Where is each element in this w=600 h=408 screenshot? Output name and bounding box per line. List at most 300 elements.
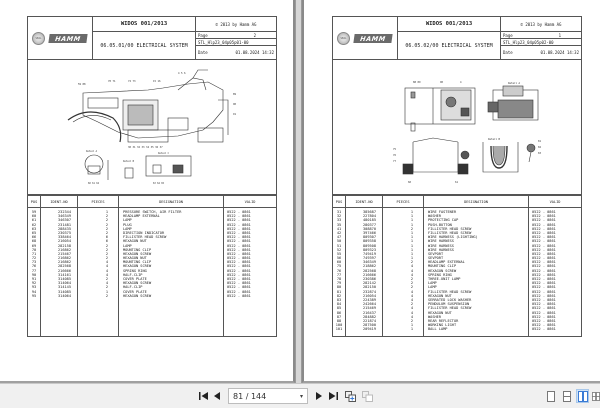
table-cell: 314085 [58,277,71,281]
table-cell: 2 [105,251,108,256]
two-page-continuous-icon [592,391,600,402]
table-cell: LAMP [123,243,132,248]
table-cell: 88 [336,318,342,323]
table-cell: 480185 [363,218,376,223]
section-title: 06.05.02/00 ELECTRICAL SYSTEM [405,42,493,49]
parts-table [27,195,277,337]
table-cell: 75 [336,264,342,269]
table-cell: 284882 [363,314,376,319]
table-cell: 287500 [363,323,376,328]
table-cell: 314064 [58,281,71,286]
sheet-title: WIDOS 001/2013 [93,17,195,32]
dropdown-arrow-icon[interactable]: ▾ [299,392,303,400]
table-body [28,208,276,336]
table-cell: FILLISTER HEAD SCREW [428,289,472,294]
table-cell: 282142 [363,281,376,286]
table-cell: SERRATED LOCK WASHER [428,297,472,302]
table-cell: 242664 [363,302,376,307]
table-cell: 95 [31,293,37,298]
remove-page-button[interactable] [360,389,374,403]
col-pieces: PIECES [383,196,424,207]
svg-text:60: 60 [408,181,412,184]
table-cell: 0522 - 0861 [227,222,251,227]
table-cell: 56 [336,256,342,261]
table-cell: 1 [410,256,413,261]
table-cell: 2 [105,256,108,261]
table-cell: FILLISTER HEAD SCREW [428,230,472,235]
table-cell: HEXAGON SCREW [123,281,152,286]
table-cell: 0522 - 0861 [532,222,556,227]
col-pos: POS [333,196,346,207]
table-cell: 0522 - 0861 [532,281,556,286]
table-cell: 314145 [58,285,71,290]
date-value: 01.08.2024 14:32 [540,50,579,55]
table-cell: 101 [335,327,343,332]
table-cell: 0522 - 0861 [532,210,556,214]
table-cell: 215469 [363,306,376,311]
page-label: Page [503,32,513,38]
table-cell: 91 [31,277,37,281]
svg-text:60 61 62: 60 61 62 [88,182,100,185]
table-cell: PUSH-BUTTON [428,222,452,227]
table-cell: 72 [31,256,37,261]
table-cell: 209419 [363,327,376,332]
ident-column [41,208,78,336]
table-cell: HALF-CLIP [123,272,143,277]
table-cell: 61 [31,218,37,223]
single-page-icon [547,391,555,402]
table-cell: 809358 [363,239,376,244]
table-cell: 224389 [363,297,376,302]
table-cell: 2 [105,218,108,223]
table-cell: 0522 - 0861 [227,281,251,286]
table-cell: 4 [105,272,108,277]
svg-text:Detail B: Detail B [123,160,135,163]
table-cell: HEXAGON SCREW [123,264,152,269]
table-cell: 0522 - 0861 [227,235,251,240]
table-cell: COVER PLATE [123,289,147,294]
doc-id: STL_Hlp23_04p05p01-00 [196,39,276,46]
first-page-button[interactable] [196,388,210,404]
table-cell: 2 [410,260,413,265]
table-cell: FILLISTER HEAD SCREW [428,306,472,311]
table-cell: SEVPORT [428,256,444,261]
table-cell: 1 [410,230,413,235]
table-cell: 282158 [58,243,71,248]
first-page-icon [199,392,208,400]
svg-text:76: 76 [393,154,397,157]
table-cell: 2 [410,226,413,231]
table-cell: 4 [410,297,413,302]
last-page-icon [329,392,338,400]
exploded-view-drawing [332,60,582,195]
col-designation: DESIGNATION [424,196,529,207]
table-cell: 55 [336,251,342,256]
table-cell: 0522 - 0861 [227,289,251,294]
table-cell: 216666 [58,268,71,273]
table-cell: 1 [410,222,413,227]
table-cell: 346307 [58,218,71,223]
table-cell: 0522 - 0861 [532,272,556,277]
table-cell: THREE-UNIT LAMP [428,277,461,281]
table-cell: 2 [410,302,413,307]
two-page-continuous-view-button[interactable] [592,389,600,403]
table-header [333,196,581,208]
table-cell: 216666 [363,272,376,277]
pos-column [28,208,41,336]
last-page-button[interactable] [326,388,340,404]
table-cell: 35 [336,222,342,227]
table-cell: 0522 - 0861 [227,272,251,277]
table-cell: 0522 - 0861 [532,218,556,223]
table-cell: 1 [410,235,413,240]
svg-text:15 16: 15 16 [153,80,161,83]
table-cell: PENDULUM SUSPENSION [428,302,470,307]
table-cell: 1 [105,289,108,294]
table-cell: 1 [410,327,413,332]
table-cell: 65 [31,230,37,235]
table-cell: 1 [410,218,413,223]
table-cell: 100 [335,323,343,328]
svg-text:75: 75 [393,148,397,151]
svg-text:89: 89 [233,93,237,96]
table-cell: 216054 [58,239,71,244]
table-cell: 0522 - 0861 [532,277,556,281]
table-cell: FILLISTER HEAD SCREW [428,226,472,231]
table-cell: 70 [31,247,37,252]
svg-text:72 73: 72 73 [128,80,136,83]
date-label: Date [198,50,208,55]
table-cell: 60 [31,214,37,219]
table-cell: 2 [105,226,108,231]
table-cell: 1 [410,210,413,214]
table-cell: 0522 - 0861 [227,268,251,273]
next-page-button[interactable] [312,388,326,404]
table-cell: 0522 - 0861 [532,306,556,311]
table-cell: 2 [105,277,108,281]
svg-text:90: 90 [233,103,237,106]
exploded-view-drawing [27,60,277,195]
insert-page-button[interactable] [343,389,357,403]
table-cell: 59 [31,210,37,214]
table-cell: 32 [336,214,342,219]
table-cell: 69 [31,243,37,248]
valid-column [224,208,276,336]
table-cell: 0522 - 0861 [227,277,251,281]
table-cell: 809307 [363,235,376,240]
page-remove-icon [362,391,373,402]
table-cell: 0522 - 0861 [227,285,251,290]
table-cell: 0522 - 0861 [227,264,251,269]
table-cell: LAMP [428,285,437,290]
table-cell: 62 [31,222,37,227]
table-cell: 338464 [58,235,71,240]
table-cell: 84 [336,302,342,307]
table-cell: 77 [336,272,342,277]
table-cell: 93 [31,285,37,290]
table-cell: 2 [105,247,108,252]
table-cell: HEXAGON SCREW [123,251,152,256]
continuous-page-icon [563,391,571,402]
table-cell: 308870 [363,226,376,231]
table-cell: 73 [31,260,37,265]
page-selector[interactable] [228,388,308,404]
table-cell: 4 [105,281,108,286]
svg-text:91: 91 [233,113,237,116]
table-cell: MOUNTING CLIP [123,260,152,265]
table-cell: 4 [105,264,108,269]
table-cell: 282568 [363,268,376,273]
table-cell: 230386 [363,277,376,281]
table-cell: HEXAGON NUT [428,293,452,298]
table-cell: 4 [410,314,413,319]
table-cell: LAMP [123,226,132,231]
pieces-column [383,208,424,336]
table-cell: LAMP [428,281,437,286]
table-cell: 230375 [58,230,71,235]
table-cell: WORKING LIGHT [428,323,457,328]
table-cell: 282150 [363,285,376,290]
table-cell: 2 [105,293,108,298]
table-header [28,196,276,208]
copyright: © 2013 by Hamm AG [501,17,581,32]
table-cell: PRESSURE SWITCH, AIR FILTER [123,210,182,214]
table-cell: 0522 - 0861 [532,256,556,261]
table-cell: 2 [410,281,413,286]
table-cell: 2 [105,222,108,227]
table-cell: 92 [31,281,37,286]
page-number: 2 [253,32,256,38]
two-page-view-button[interactable] [576,389,589,403]
table-cell: WIRE HARNESS [428,247,454,252]
table-cell: 227804 [363,214,376,219]
table-cell: WIRE FASTENER [428,210,457,214]
previous-page-button[interactable] [210,388,224,404]
table-cell: 0522 - 0861 [532,293,556,298]
continuous-view-button[interactable] [560,389,573,403]
table-cell: 0522 - 0861 [532,251,556,256]
page-number: 1 [558,32,561,38]
table-cell: SPRING RING [123,268,147,273]
next-page-icon [316,392,322,400]
svg-text:81: 81 [538,140,542,143]
table-cell: MOUNTING CLIP [428,264,457,269]
table-cell: 0522 - 0861 [532,264,556,269]
table-cell: HEXAGON SCREW [428,268,457,273]
table-cell: 0522 - 0861 [532,327,556,332]
parts-sheet [332,16,582,337]
table-cell: 83 [336,297,342,302]
table-cell: 4 [410,310,413,315]
table-cell: 231481 [58,222,71,227]
table-cell: 63 [31,226,37,231]
svg-text:30 31 32 33 34 35 36 37: 30 31 32 33 34 35 36 37 [128,146,163,149]
table-cell: 31 [336,210,342,214]
col-pieces: PIECES [78,196,119,207]
logo-cell [333,17,398,59]
table-cell: HEXAGON NUT [428,310,452,315]
page-right [302,0,600,383]
table-cell: 81 [336,289,342,294]
table-cell: 90 [31,272,37,277]
table-cell: 0522 - 0861 [227,230,251,235]
table-cell: 216437 [363,310,376,315]
table-cell: 82 [336,293,342,298]
table-cell: 77 [31,268,37,273]
table-cell: 218862 [363,264,376,269]
svg-text:88 89: 88 89 [413,81,421,84]
table-cell: 79 [336,281,342,286]
table-cell: 0522 - 0861 [532,318,556,323]
table-cell: 0522 - 0861 [532,235,556,240]
table-cell: WASHER [428,214,441,219]
table-cell: 4 [105,268,108,273]
table-cell: 4 [410,268,413,273]
table-cell: 314161 [58,272,71,277]
table-cell: MOUNTING CLIP [123,247,152,252]
table-cell: 4 [410,272,413,277]
table-cell: 216862 [58,260,71,265]
page-navigation [196,388,374,404]
table-cell: 0522 - 0861 [227,239,251,244]
table-cell: 42 [336,230,342,235]
svg-text:90: 90 [440,81,444,84]
table-cell: FILLISTER HEAD SCREW [123,235,167,240]
table-cell: 0522 - 0861 [532,226,556,231]
table-cell: 4 [410,289,413,294]
table-cell: 216054 [363,293,376,298]
table-cell: 346349 [58,214,71,219]
table-cell: 314085 [58,289,71,294]
table-cell: HEADLAMP EXTERNAL [428,260,465,265]
table-cell: 232874 [363,289,376,294]
table-cell: 221874 [363,318,376,323]
table-cell: 4 [410,264,413,269]
table-cell: 0522 - 0861 [227,214,251,219]
table-cell: 749419 [363,251,376,256]
table-cell: 76 [336,268,342,273]
logo-cell [28,17,93,59]
section-title: 06.05.01/00 ELECTRICAL SYSTEM [100,42,188,49]
col-designation: DESIGNATION [119,196,224,207]
table-cell: 78 [336,277,342,281]
hamm-logo: HAMM [353,34,392,43]
table-cell: 50 [336,239,342,244]
col-pos: POS [28,196,41,207]
table-cell: 2 [410,318,413,323]
table-cell: 0522 - 0861 [227,247,251,252]
table-cell: 0522 - 0861 [532,214,556,219]
col-valid: VALID [549,199,561,204]
table-cell: 6 [105,239,108,244]
table-cell: 0522 - 0861 [532,239,556,244]
table-cell: 0522 - 0861 [227,251,251,256]
table-cell: 76 [31,264,37,269]
table-cell: 2 [410,285,413,290]
table-cell: 1 [410,239,413,244]
svg-text:70 71: 70 71 [108,80,116,83]
table-cell: 41 [336,226,342,231]
table-cell: SEVPORT [428,251,444,256]
table-cell: 80 [336,285,342,290]
table-cell: 809323 [363,247,376,252]
table-cell: 0522 - 0861 [227,210,251,214]
table-cell: 282568 [58,264,71,269]
table-cell: 2 [105,214,108,219]
table-cell: 1 [410,247,413,252]
table-cell: 33 [336,218,342,223]
page-label: Page [198,32,208,38]
col-ident: IDENT-NO [41,196,78,207]
table-cell: 0522 - 0861 [532,310,556,315]
table-cell: 2 [410,277,413,281]
table-cell: REAR REFLECTOR [428,318,459,323]
table-cell: BALL LAMP [428,327,448,332]
table-cell: 1 [410,251,413,256]
table-cell: 215467 [58,251,71,256]
date-value: 01.08.2024 14:32 [235,50,274,55]
viewer-toolbar [0,383,600,408]
table-cell: HEXAGON SCREW [123,293,152,298]
svg-text:59 88: 59 88 [78,83,86,86]
table-cell: 47 [336,235,342,240]
page-insert-icon [345,391,356,402]
svg-text:82: 82 [538,146,542,149]
table-cell: LAMP [123,218,132,223]
table-cell: 85 [336,306,342,311]
date-label: Date [503,50,513,55]
single-page-view-button[interactable] [544,389,557,403]
table-cell: WIRE HARNESS [428,243,454,248]
svg-text:4 5 6: 4 5 6 [178,72,186,75]
table-cell: 0522 - 0861 [532,285,556,290]
table-cell: 809508 [363,243,376,248]
table-cell: 346349 [363,260,376,265]
col-ident: IDENT-NO [346,196,383,207]
svg-text:4: 4 [460,81,462,84]
table-cell: 0522 - 0861 [532,243,556,248]
table-cell: SPRING RING [428,272,452,277]
table-cell: 2 [105,243,108,248]
svg-text:Detail C: Detail C [158,152,170,155]
wirtgen-seal-logo: SEAL [32,32,45,45]
table-cell: 280377 [363,222,376,227]
table-cell: 52 [336,247,342,252]
cabin-wiring-illustration [333,60,582,195]
svg-text:61: 61 [455,181,459,184]
table-cell: 0522 - 0861 [532,323,556,328]
svg-text:Detail A: Detail A [508,82,521,85]
wirtgen-seal-logo: SEAL [337,32,350,45]
page-left [0,0,295,383]
two-page-icon [578,391,588,402]
table-cell: PROTECTING CAP [428,218,459,223]
view-mode-switcher [541,389,600,403]
sheet-header [27,16,277,60]
table-body [333,208,581,336]
pos-column [333,208,346,336]
table-cell: 1 [105,210,108,214]
table-cell: WIRE HARNESS (LIGHTING) [428,235,478,240]
parts-sheet [27,16,277,337]
previous-page-icon [214,392,220,400]
table-cell: 4 [410,293,413,298]
table-cell: HALF-CLIP [123,285,143,290]
pieces-column [78,208,119,336]
table-cell: 0522 - 0861 [532,247,556,252]
table-cell: 94 [31,289,37,294]
designation-column [424,208,529,336]
